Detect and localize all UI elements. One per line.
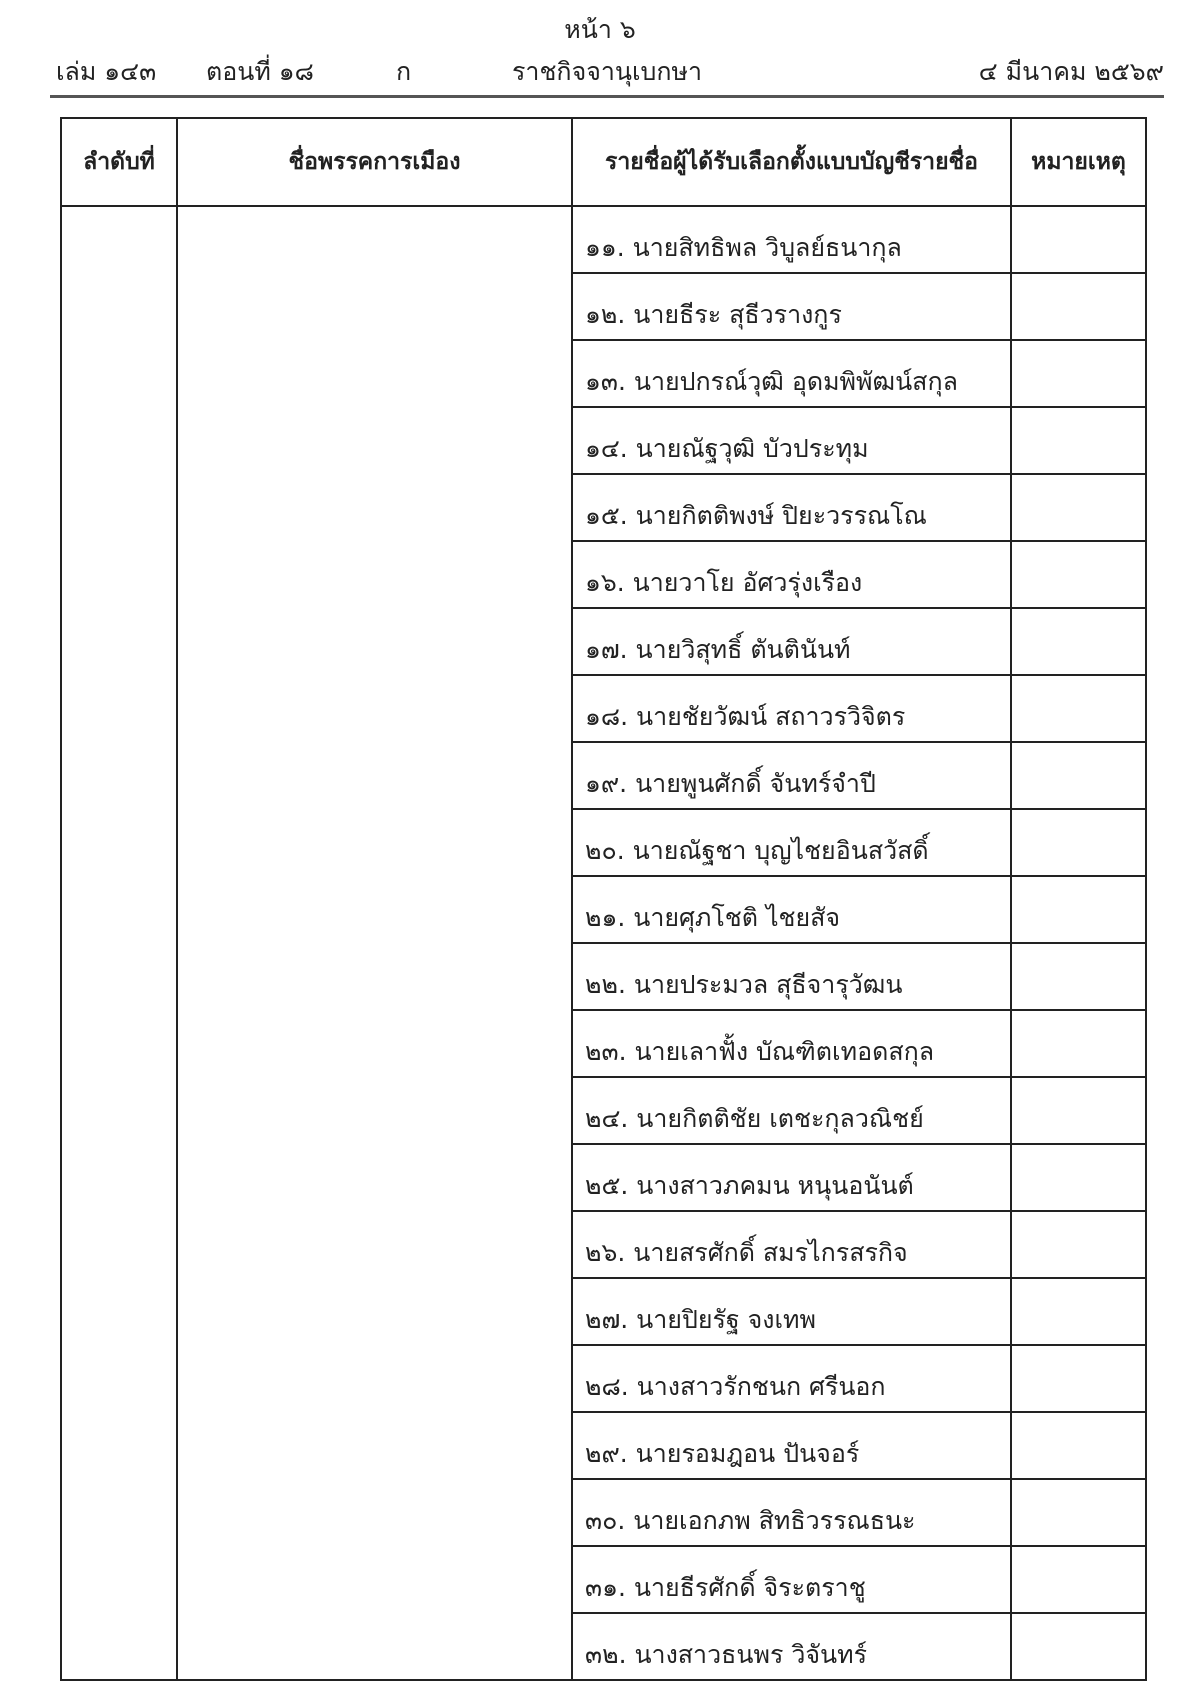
remarks-cell: [1011, 675, 1146, 742]
table-header-row: [61, 118, 1146, 206]
candidate-name: ๓๐. นายเอกภพ สิทธิวรรณธนะ: [572, 1479, 1011, 1546]
remarks-cell: [1011, 1211, 1146, 1278]
col-party: ชื่อพรรคการเมือง: [177, 118, 572, 206]
remarks-cell: [1011, 340, 1146, 407]
remarks-cell: [1011, 1546, 1146, 1613]
party-cell: [177, 206, 572, 1680]
col-order: ลำดับที่: [61, 118, 177, 206]
remarks-cell: [1011, 809, 1146, 876]
header-rule: [50, 95, 1164, 98]
volume: เล่ม ๑๔๓: [56, 57, 157, 86]
remarks-cell: [1011, 541, 1146, 608]
remarks-cell: [1011, 273, 1146, 340]
remarks-cell: [1011, 1412, 1146, 1479]
remarks-cell: [1011, 407, 1146, 474]
remarks-cell: [1011, 608, 1146, 675]
page-number: หน้า ๖: [564, 15, 636, 44]
remarks-cell: [1011, 1010, 1146, 1077]
remarks-cell: [1011, 1613, 1146, 1680]
candidate-name: ๑๕. นายกิตติพงษ์ ปิยะวรรณโณ: [572, 474, 1011, 541]
table-row: [61, 206, 1146, 273]
candidate-name: ๒๒. นายประมวล สุธีจารุวัฒน: [572, 943, 1011, 1010]
publication-title: ราชกิจจานุเบกษา: [512, 57, 703, 86]
candidate-name: ๑๖. นายวาโย อัศวรุ่งเรือง: [572, 541, 1011, 608]
candidate-name: ๒๕. นางสาวภคมน หนุนอนันต์: [572, 1144, 1011, 1211]
elected-list-table: [60, 117, 1147, 1681]
remarks-cell: [1011, 206, 1146, 273]
candidate-name: ๑๘. นายชัยวัฒน์ สถาวรวิจิตร: [572, 675, 1011, 742]
remarks-cell: [1011, 742, 1146, 809]
candidate-name: ๒๑. นายศุภโชติ ไชยสัจ: [572, 876, 1011, 943]
candidate-name: ๑๔. นายณัฐวุฒิ บัวประทุม: [572, 407, 1011, 474]
candidate-name: ๒๔. นายกิตติชัย เตชะกุลวณิชย์: [572, 1077, 1011, 1144]
remarks-cell: [1011, 1345, 1146, 1412]
candidate-name: ๒๙. นายรอมฎอน ปันจอร์: [572, 1412, 1011, 1479]
candidate-name: ๓๒. นางสาวธนพร วิจันทร์: [572, 1613, 1011, 1680]
remarks-cell: [1011, 1479, 1146, 1546]
order-cell: [61, 206, 177, 1680]
candidate-name: ๒๖. นายสรศักดิ์ สมรไกรสรกิจ: [572, 1211, 1011, 1278]
remarks-cell: [1011, 1144, 1146, 1211]
remarks-cell: [1011, 876, 1146, 943]
remarks-cell: [1011, 474, 1146, 541]
col-candidates: รายชื่อผู้ได้รับเลือกตั้งแบบบัญชีรายชื่อ: [572, 118, 1011, 206]
candidate-name: ๑๗. นายวิสุทธิ์ ตันตินันท์: [572, 608, 1011, 675]
remarks-cell: [1011, 943, 1146, 1010]
section: ก: [396, 57, 412, 86]
candidate-name: ๑๙. นายพูนศักดิ์ จันทร์จำปี: [572, 742, 1011, 809]
candidate-name: ๑๓. นายปกรณ์วุฒิ อุดมพิพัฒน์สกุล: [572, 340, 1011, 407]
candidate-name: ๒๗. นายปิยรัฐ จงเทพ: [572, 1278, 1011, 1345]
col-remarks: หมายเหตุ: [1011, 118, 1146, 206]
remarks-cell: [1011, 1077, 1146, 1144]
candidate-name: ๒๘. นางสาวรักชนก ศรีนอก: [572, 1345, 1011, 1412]
candidate-name: ๓๑. นายธีรศักดิ์ จิระตราชู: [572, 1546, 1011, 1613]
remarks-cell: [1011, 1278, 1146, 1345]
candidate-name: ๑๑. นายสิทธิพล วิบูลย์ธนากุล: [572, 206, 1011, 273]
gazette-header: [56, 52, 1164, 88]
date: ๔ มีนาคม ๒๕๖๙: [978, 57, 1164, 86]
candidate-name: ๒๐. นายณัฐชา บุญไชยอินสวัสดิ์: [572, 809, 1011, 876]
candidate-name: ๑๒. นายธีระ สุธีวรางกูร: [572, 273, 1011, 340]
candidate-name: ๒๓. นายเลาฟั้ง บัณฑิตเทอดสกุล: [572, 1010, 1011, 1077]
issue: ตอนที่ ๑๘: [206, 57, 314, 86]
